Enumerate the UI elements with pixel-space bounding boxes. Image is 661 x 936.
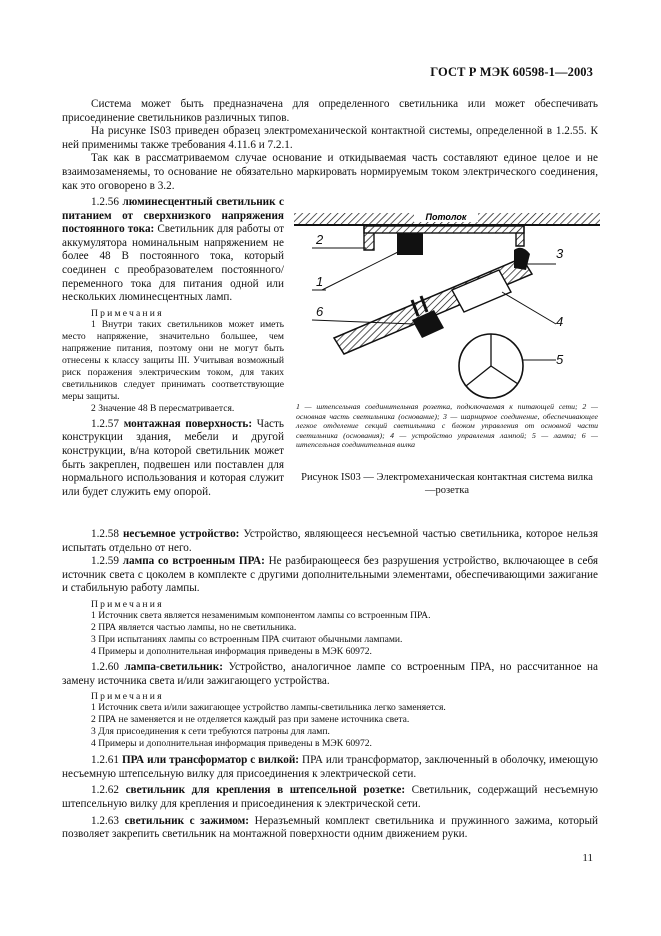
note-item: 1 Источник света является незаменимым компонентом лампы со встроенным ПРА. (91, 609, 431, 621)
intro-paragraph: Система может быть предназначена для определенного светильника или может обеспечивать присоединение светильников различных типов. (62, 98, 598, 124)
section-term: ПРА или трансформатор с вилкой: (121, 754, 300, 767)
note-item: 4 Примеры и дополнительная информация приведены в МЭК 60972. (91, 645, 372, 657)
section-term: несъемное устройство: (122, 528, 240, 540)
section-text: Устройство, аналогичное лампе со встроенным ПРА, но рассчитанное на замену источника света и/или зажигающего устройства. (62, 660, 598, 687)
figure-IS03 (294, 200, 600, 400)
figure-legend-block (296, 402, 598, 450)
note-item: 1 Источник света и/или зажигающее устройство лампы-светильника легко заменяется. (91, 702, 446, 714)
notes-heading: Примечания (91, 307, 164, 319)
intro-paragraph: На рисунке IS03 приведен образец электромеханической контактной системы, определенной в 1.2.55. К ней применимы также требования 4.11.6 и 7.2.1. (62, 125, 598, 151)
section-term: лампа со встроенным ПРА: (122, 555, 265, 568)
section-term: светильник для крепления в штепсельной розетке: (125, 784, 406, 797)
note-item: 1 Внутри таких светильников может иметь место напряжение, значительно большее, чем напряжение питания, поэтому они не могут быть отнесены к классу защиты III. Учитывая возможный риск поражения электрическим током, для таких светильников следует принимать соответствующие меры защиты. (62, 318, 284, 402)
section-text: Устройство, являющееся несъемной частью светильника, которое нельзя испытать отдельно от него. (62, 528, 598, 554)
left-column (62, 196, 284, 499)
label-3: 3 (556, 246, 564, 261)
section-number: 1.2.63 (91, 814, 119, 827)
note-item: 4 Примеры и дополнительная информация приведены в МЭК 60972. (91, 738, 372, 750)
section-term: монтажная поверхность: (123, 417, 253, 430)
section-text: Неразъемный комплект светильника и пружинного зажима, который позволяет закрепить светильник на монтажной поверхности одним движением руки. (62, 814, 599, 841)
section-number: 1.2.60 (91, 660, 119, 673)
label-1: 1 (316, 274, 324, 289)
section-number: 1.2.59 (91, 555, 119, 568)
note-item: 2 ПРА не заменяется и не отделяется каждый раз при замене источника света. (91, 714, 410, 726)
section-number: 1.2.57 (91, 417, 119, 430)
plug-socket-diagram (294, 200, 600, 400)
label-4: 4 (556, 314, 564, 329)
section-1-2-57 (62, 418, 284, 500)
section-number: 1.2.56 (91, 196, 119, 208)
section-1-2-59 (62, 555, 598, 596)
notes-heading: Примечания (91, 598, 164, 610)
intro-block (62, 98, 598, 193)
section-1-2-56 (62, 196, 284, 305)
section-number: 1.2.61 (91, 754, 119, 767)
page-header: ГОСТ Р МЭК 60598-1—2003 (430, 65, 593, 79)
figure-legend: 1 — штепсельная соединительная розетка, подключаемая к питающей сети; 2 — основная часть светильника (основание); 3 — шарнирное соединение, обеспечивающее легкое отделение секций светильника с блоком управления от основной части светильника (основания); 4 — устройство управления лампой; 5 — лампа; 6 — штепсельная соединительная вилка (296, 402, 598, 450)
section-text: Светильник, содержащий несъемную штепсельную вилку для крепления и присоединения к электрической сети. (62, 784, 599, 810)
ceiling-label: Потолок (425, 212, 467, 222)
note-item: 2 Значение 48 В пересматривается. (91, 402, 235, 414)
socket-block (397, 233, 423, 255)
section-term: люминесцентный светильник с питанием от сверхнизкого напряжения постоянного тока: (62, 196, 285, 236)
note-item: 2 ПРА является частью лампы, но не светильника. (91, 621, 297, 633)
page-number: 11 (582, 852, 593, 864)
intro-paragraph: Так как в рассматриваемом случае основание и откидываемая часть составляют единое целое и не взаимозаменяемы, то основание не обязательно маркировать нормируемым током электрического соединения, как это оговорено в 3.2. (62, 152, 598, 192)
section-1-2-62 (62, 784, 598, 811)
main-sections (62, 528, 598, 842)
section-text: ПРА или трансформатор, заключенный в оболочку, имеющую несъемную штепсельную вилку для присоединения к электрической сети. (62, 754, 599, 780)
label-5: 5 (556, 352, 564, 367)
note-item: 3 При испытаниях лампы со встроенным ПРА считают обычными лампами. (91, 633, 403, 645)
section-1-2-63 (62, 815, 598, 842)
notes-heading: Примечания (91, 691, 164, 703)
label-6: 6 (316, 304, 324, 319)
section-text: Часть конструкции здания, мебели и другой конструкции, в/на которой светильник может быть закреплен, подвешен или поставлен для нормального использования и которая служит или будет служить ему опорой. (62, 417, 284, 498)
label-2: 2 (316, 232, 324, 247)
figure-caption-block (300, 471, 594, 497)
section-text: Светильник для работы от аккумулятора номинальным напряжением не более 48 В постоянного тока, который соединен с преобразователем постоянного/переменного тока для питания одной или нескольких люминесцентных ламп. (62, 223, 284, 304)
section-1-2-61 (62, 754, 598, 781)
section-term: лампа-светильник: (124, 660, 223, 673)
section-term: светильник с зажимом: (124, 814, 250, 827)
base-part (364, 226, 524, 233)
note-item: 3 Для присоединения к сети требуются патроны для ламп. (91, 726, 330, 738)
section-number: 1.2.62 (91, 784, 119, 797)
section-1-2-60 (62, 661, 598, 688)
section-number: 1.2.58 (91, 528, 119, 540)
section-1-2-58 (62, 528, 598, 555)
section-text: Не разбирающееся без разрушения устройство, включающее в себя источник света с цоколем в комплекте с другими дополнительными элементами, обеспечивающими зажигание и стабильную работу лампы. (62, 555, 599, 595)
figure-caption: Рисунок IS03 — Электромеханическая контактная система вилка—розетка (301, 472, 593, 496)
